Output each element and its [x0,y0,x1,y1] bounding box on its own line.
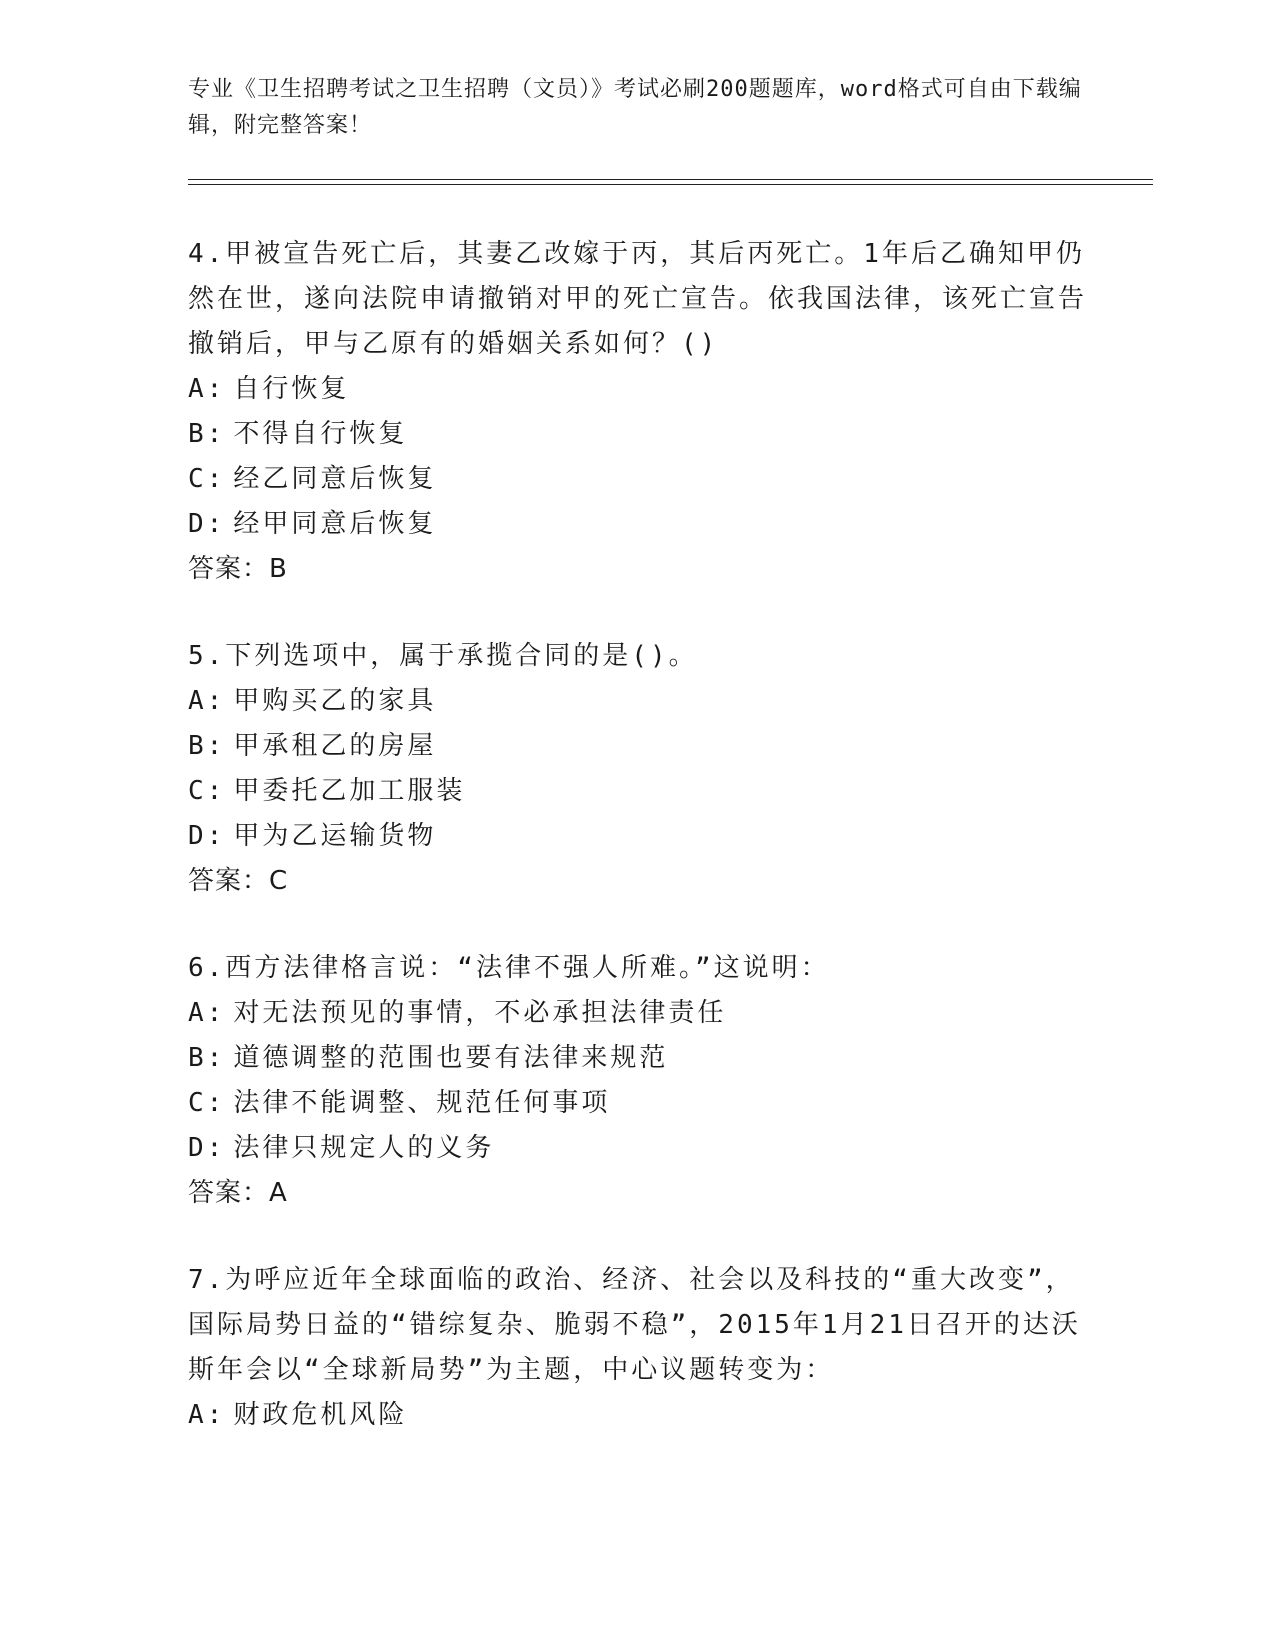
option-key: C: [188,776,226,806]
option-key: D: [188,1133,226,1163]
option-b [188,412,1088,457]
question-text: 5.下列选项中，属于承揽合同的是()。 [188,641,698,671]
option-key: A: [188,686,226,716]
option-key: B: [188,1043,226,1073]
option-b [188,1036,1088,1081]
option-value: 对无法预见的事情，不必承担法律责任 [233,998,727,1028]
option-a [188,1393,1088,1438]
question-text: 4.甲被宣告死亡后，其妻乙改嫁于丙，其后丙死亡。1年后乙确知甲仍然在世，遂向法院申请撤销对甲的死亡宣告。依我国法律，该死亡宣告撤销后，甲与乙原有的婚姻关系如何？() [188,239,1088,359]
question-5 [188,634,1088,904]
option-value: 甲委托乙加工服装 [233,776,466,806]
option-d [188,814,1088,859]
question-7 [188,1258,1088,1438]
option-key: A: [188,1400,226,1430]
option-c [188,769,1088,814]
question-text: 7.为呼应近年全球面临的政治、经济、社会以及科技的“重大改变”，国际局势日益的“错综复杂、脆弱不稳”，2015年1月21日召开的达沃斯年会以“全球新局势”为主题，中心议题转变为： [188,1265,1081,1385]
option-value: 法律不能调整、规范任何事项 [233,1088,611,1118]
option-a [188,367,1088,412]
option-value: 道德调整的范围也要有法律来规范 [233,1043,669,1073]
question-text: 6.西方法律格言说：“法律不强人所难。”这说明： [188,953,830,983]
option-value: 甲购买乙的家具 [233,686,437,716]
option-value: 甲承租乙的房屋 [233,731,437,761]
option-value: 财政危机风险 [233,1400,408,1430]
option-a [188,679,1088,724]
option-d [188,502,1088,547]
header-divider-second [188,184,1153,185]
option-value: 法律只规定人的义务 [233,1133,495,1163]
answer-text: 答案：A [188,1178,288,1208]
answer-text: 答案：B [188,554,288,584]
option-value: 不得自行恢复 [233,419,408,449]
option-key: D: [188,509,226,539]
question-list [188,232,1088,1480]
option-key: A: [188,998,226,1028]
answer-text: 答案：C [188,866,289,896]
option-value: 经乙同意后恢复 [233,464,437,494]
question-4 [188,232,1088,592]
option-c [188,1081,1088,1126]
option-b [188,724,1088,769]
option-d [188,1126,1088,1171]
option-key: B: [188,419,226,449]
option-key: B: [188,731,226,761]
option-key: C: [188,464,226,494]
question-6 [188,946,1088,1216]
option-a [188,991,1088,1036]
option-c [188,457,1088,502]
option-key: C: [188,1088,226,1118]
document-header: 专业《卫生招聘考试之卫生招聘（文员）》考试必刷200题题库，word格式可自由下载编辑，附完整答案！ [188,77,1082,138]
option-value: 自行恢复 [233,374,350,404]
header-divider [188,179,1153,180]
option-value: 经甲同意后恢复 [233,509,437,539]
option-value: 甲为乙运输货物 [233,821,437,851]
option-key: D: [188,821,226,851]
option-key: A: [188,374,226,404]
